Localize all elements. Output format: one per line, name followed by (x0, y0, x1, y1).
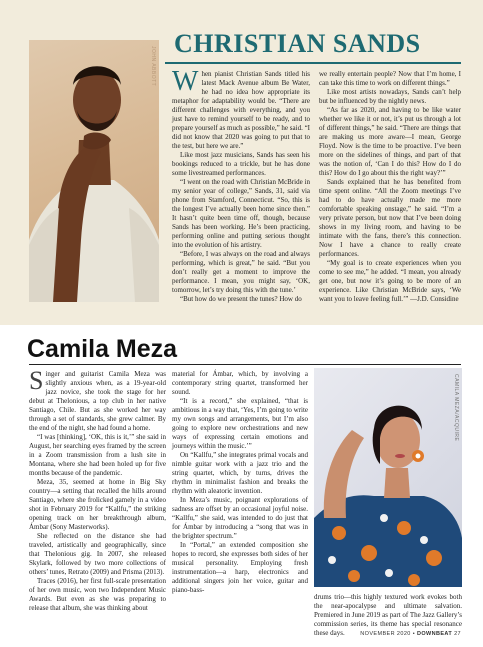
article2-paragraph: Singer and guitarist Camila Meza was slightly anxious when, as a 19-year-old jazz novice, she took the stage for her debut at Thelonious, a top club in her native Santiago, Chile. But as she worked her way through a set of standards, she grew calmer. By the end of the night, she had found a home. (29, 366, 166, 432)
article1-paragraph: “As far as 2020, and having to be like water whether we like it or not, it’s put us through a lot of different things,” he said. “There are things that are making us more aware—I mean, George Floyd. Now is the time to be proactive. I’ve been more on the sidelines of things, and part of that was the notion of, ‘Can I do this? How do I do this? How do I go about this the right way?’” (319, 106, 461, 177)
headline-christian-sands: CHRISTIAN SANDS (174, 29, 421, 58)
article1-paragraph: When pianist Christian Sands titled his latest Mack Avenue album Be Water, he had no idea how appropriate its metaphor for adaptability would be. “There are different challenges with everything, and you just have to remind yourself to be ready, and to prepare yourself as much as possible,” he said. “I did not know that 2020 was going to put that to the test, but here we are.” (172, 66, 311, 150)
portrait-illustration (29, 40, 159, 302)
footer-date: NOVEMBER 2020 (360, 631, 411, 637)
article2-paragraph: material for Ámbar, which, by involving a contemporary string quartet, transformed her sound. (172, 370, 308, 396)
article2-column-1 (29, 366, 166, 613)
article2-paragraph: On “Kallfu,” she integrates primal vocals and nimble guitar work with a jazz trio and the string quartet, which, by turns, drives the rhythm in minimalist fashion and breaks the rhythm with aleatoric invention. (172, 451, 308, 495)
footer-magazine: DOWNBEAT (416, 631, 453, 637)
article1-paragraph: Sands explained that he has benefited from time spent online. “All the Zoom meetings I’ve had to do have actually made me more comfortable speaking onstage,” he said. “I’m a very private person, but now that I’ve been doing shows in my living room, and having to be intimate with the fans, there’s this connection. Now I have a chance to really create performances. (319, 178, 461, 258)
portrait-illustration (314, 368, 462, 587)
camila-meza-photo (314, 368, 462, 587)
drop-cap: W (172, 66, 199, 97)
headline-rule (165, 62, 461, 64)
photo-credit: JOHN ABBOTT (150, 46, 156, 87)
drop-cap: S (29, 366, 44, 395)
article2-paragraph: drums trio—this highly textured work evokes both the near-apocalypse and ultimate salvation. Premiered in June 2019 as part of The Jazz Gallery’s commission series, its theme has special resonance these days. (314, 593, 462, 637)
article2-paragraph: In “Portal,” an extended composition she hopes to record, she expresses both sides of her musical personality. Employing fresh instrumentation—a harp, electronics and additional singers join her voice, guitar and piano-bass- (172, 541, 308, 594)
article1-paragraph: “I went on the road with Christian McBride in my senior year of college,” Sands, 31, said via phone from Stamford, Connecticut. “So, this is the longest I’ve actually been home since then.” It hasn’t quite been time off, though, because Sands has been working. He’s been practicing, performing online and putting serious thought into the evolution of his artistry. (172, 178, 310, 249)
page-footer (360, 631, 461, 637)
footer-separator: • (412, 631, 417, 637)
article2-paragraph: In Meza’s music, poignant explorations of sadness are offset by an occasional joyful noise. “Kallfu,” she said, was intended to do just that for Ámbar by introducing a “song that was in the brighter spectrum.” (172, 496, 308, 540)
article1-column-2 (319, 70, 461, 304)
headline-rule (29, 364, 461, 365)
article2-paragraph: “I was [thinking], ‘OK, this is it,’” she said in August, her searching eyes framed by the screen in a Zoom transmission from a lush site in Montana, where she had been holed up for five months because of the pandemic. (29, 433, 166, 477)
photo-credit: CAMILA MEZA/ACQUIRE (453, 374, 459, 442)
article1-paragraph: “My goal is to create experiences when you come to see me,” he added. “I mean, you already get one, but now it’s going to be more of an experience. Like Christian McBride says, ‘We want you to leave feeling full.’” —J.D. Considine (319, 259, 461, 303)
article2-column-2 (172, 370, 308, 595)
article2-paragraph: “It is a record,” she explained, “that is ambitious in a way that, ‘Yes, I’m going to write my own songs and arrangements, but I’m also going to explore new orchestrations and new ways of expressing certain emotions and journeys within the music.’” (172, 397, 308, 450)
article2-paragraph: Traces (2016), her first full-scale presentation of her own music, won two Independent Music Awards. But even as she was preparing to release that album, she was thinking about (29, 577, 166, 612)
article1-paragraph: Like most artists nowadays, Sands can’t help but be influenced by the nightly news. (319, 88, 461, 105)
article1-column-1 (172, 66, 311, 304)
article1-paragraph: “But how do we present the tunes? How do (180, 295, 302, 303)
page-number: 27 (454, 631, 461, 637)
christian-sands-photo (29, 40, 159, 302)
article2-paragraph: She reflected on the distance she had traveled, artistically and geographically, since that Thelonious gig. In 2007, she released Skylark, followed by two more collections of others’ tunes, Retrato (2009) and Prisma (2013). (29, 532, 166, 576)
article1-paragraph: “Before, I was always on the road and always performing, which is great,” he said. “But you don’t really get a moment to improve the performance. I mean, you might say, ‘OK, tomorrow, let’s try doing this with the tune.’ (172, 250, 310, 294)
article2-paragraph: Meza, 35, seemed at home in Big Sky country—a setting that recalled the hills around Santiago, where she frolicked gamely in a video shot in February 2019 for “Kallfu,” the striking opening track on her breakthrough album, Ámbar (Sony Masterworks). (29, 478, 166, 531)
article1-paragraph: Like most jazz musicians, Sands has seen his bookings reduced to a trickle, but he has done some livestreamed performances. (172, 151, 310, 177)
headline-camila-meza: Camila Meza (27, 335, 178, 363)
article1-paragraph: we really entertain people? Now that I’m home, I can take this time to work on different things.” (319, 70, 461, 87)
